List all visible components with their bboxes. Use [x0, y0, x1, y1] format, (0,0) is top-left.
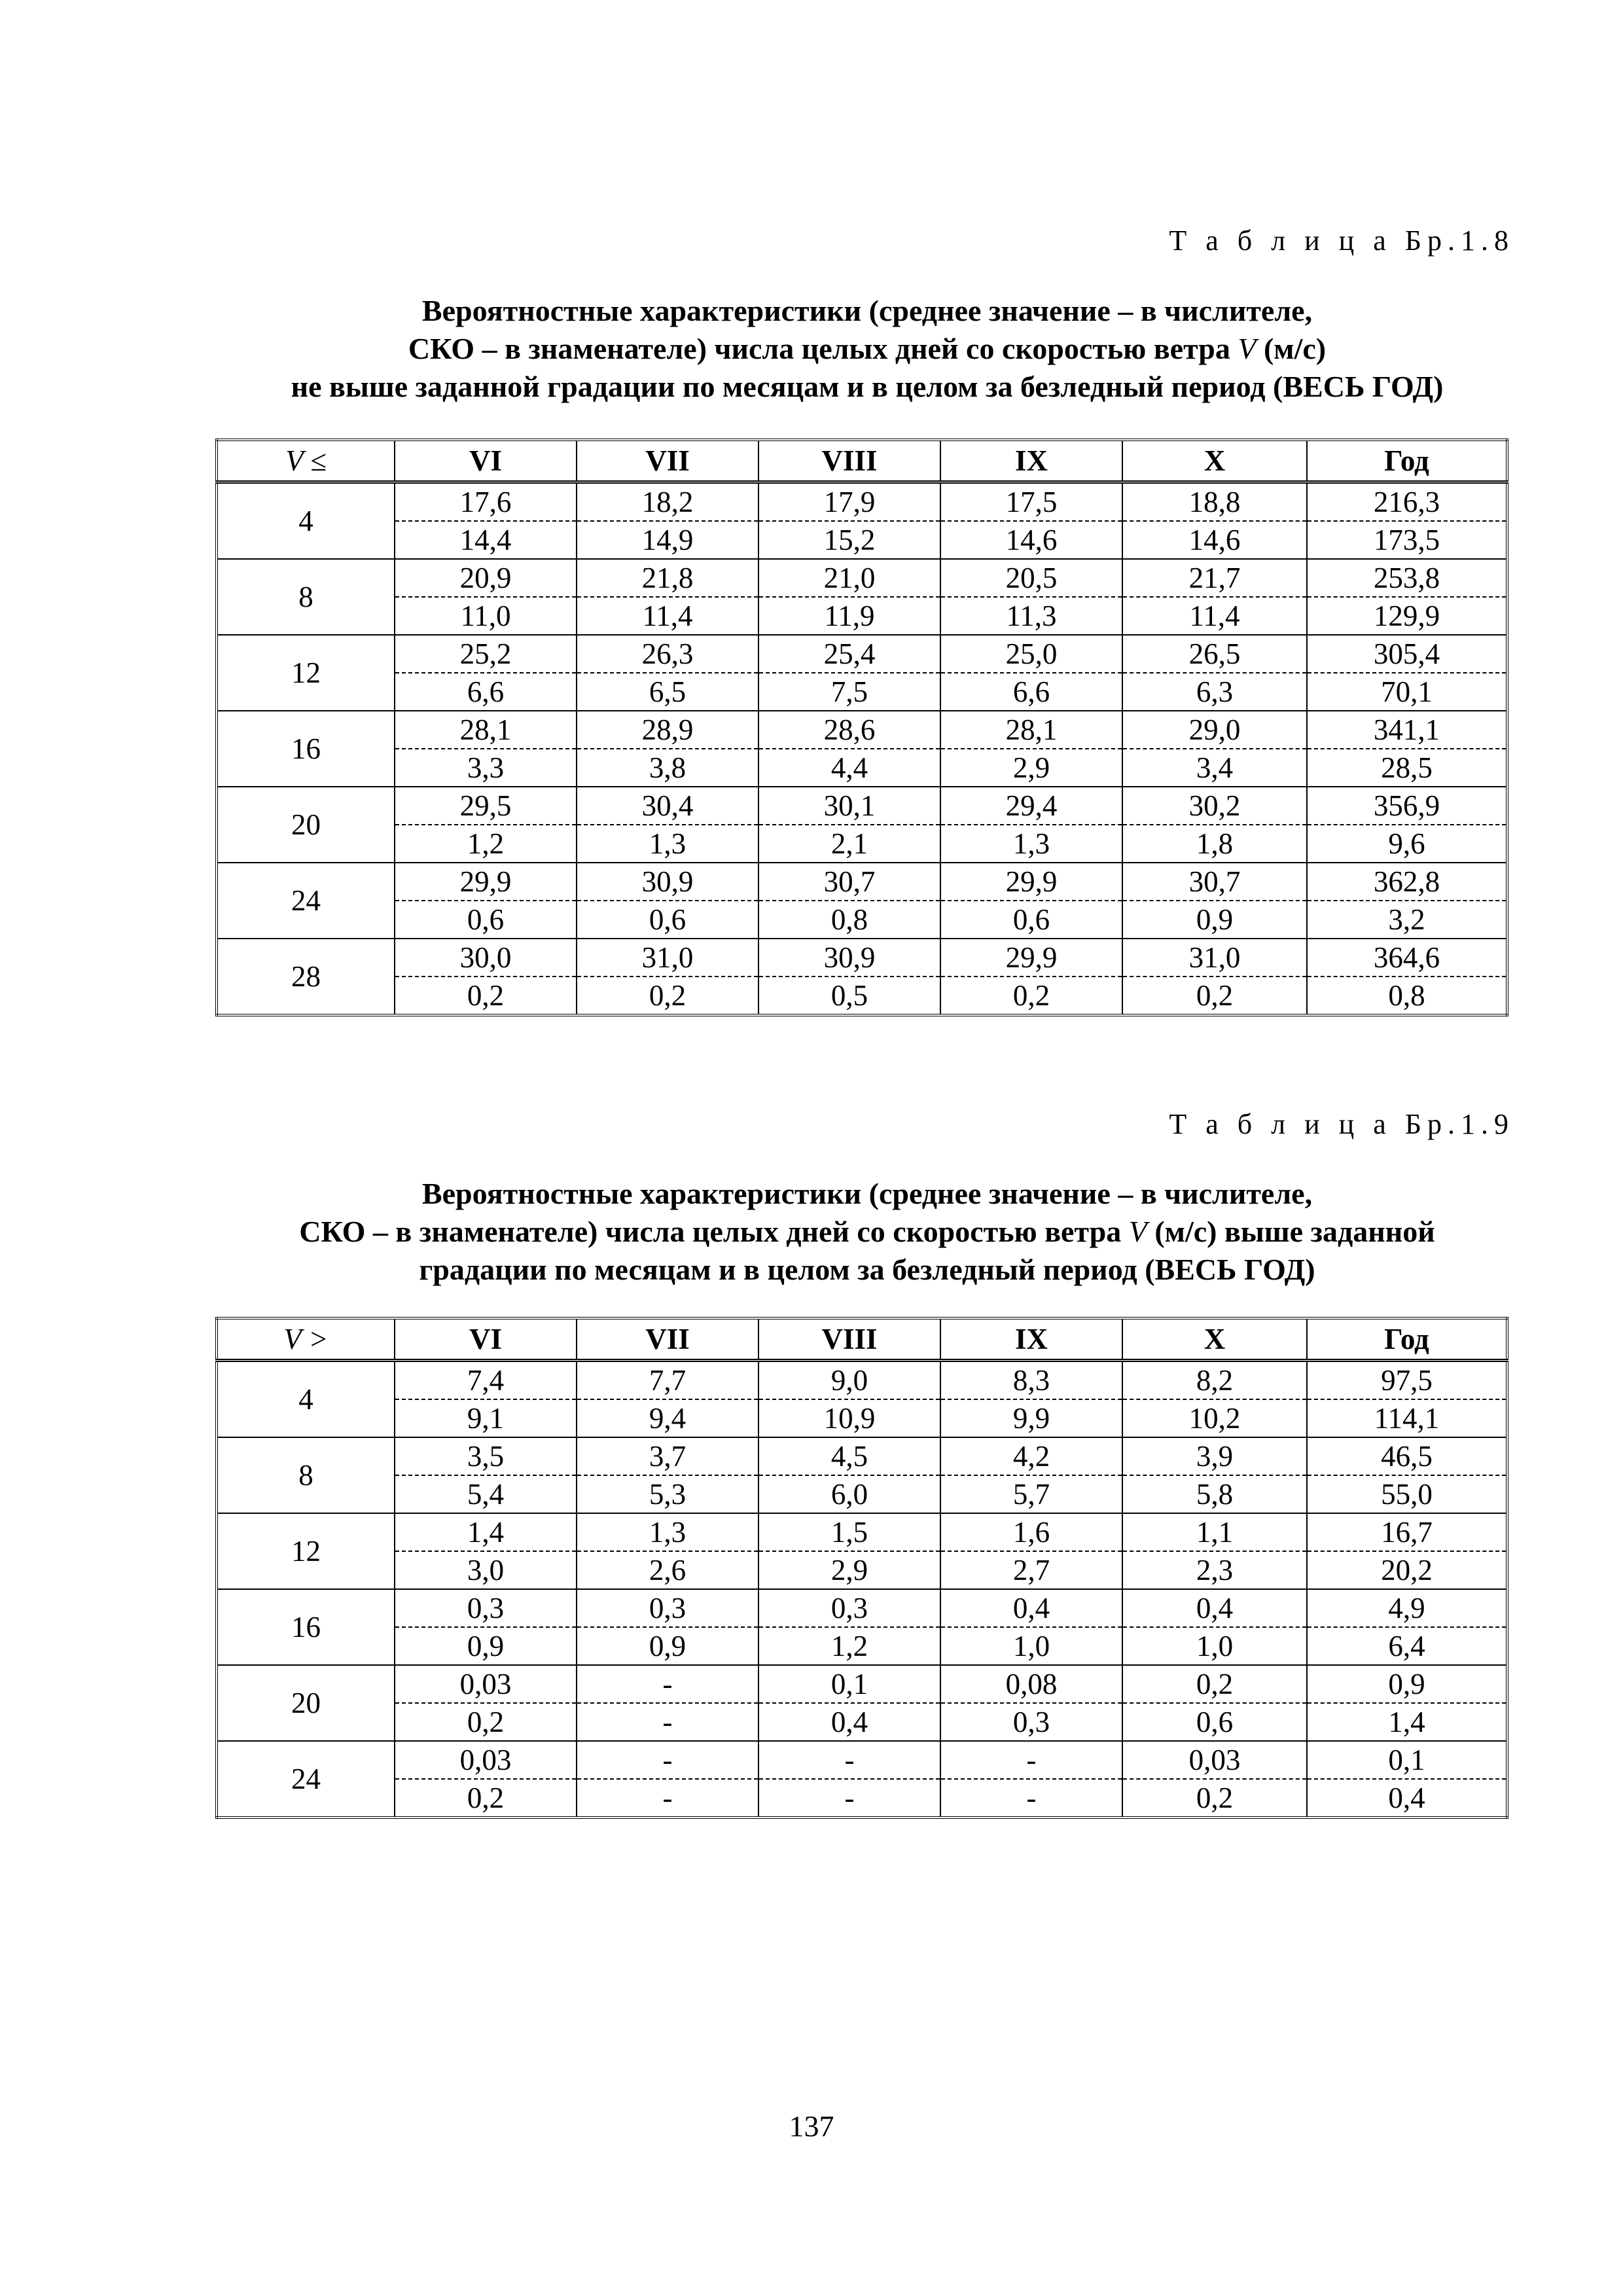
header-cell: X	[1122, 1318, 1307, 1361]
table-row-mean	[217, 1665, 1507, 1703]
mean-value-cell: 1,5	[758, 1513, 940, 1551]
sd-value-cell: 1,3	[577, 825, 758, 863]
header-cell: Год	[1307, 1318, 1507, 1361]
sd-value-cell: 11,3	[940, 597, 1122, 635]
sd-value-cell: 0,4	[1307, 1779, 1507, 1818]
table2-caption-line3: градации по месяцам и в целом за безледный период (ВЕСЬ ГОД)	[419, 1253, 1315, 1286]
mean-value-cell: 3,9	[1122, 1437, 1307, 1475]
sd-value-cell: 10,9	[758, 1399, 940, 1437]
sd-value-cell: 1,0	[1122, 1627, 1307, 1665]
table2	[215, 1317, 1508, 1819]
v-gradation-cell: 24	[217, 1741, 395, 1818]
sd-value-cell: 28,5	[1307, 749, 1507, 787]
mean-value-cell: 25,4	[758, 635, 940, 673]
header-cell: IX	[940, 440, 1122, 482]
sd-value-cell: 4,4	[758, 749, 940, 787]
table1-label: Т а б л и ц а Бр.1.8	[1169, 224, 1514, 257]
table1-caption-var: V	[1238, 332, 1257, 365]
mean-value-cell: 0,3	[758, 1589, 940, 1627]
sd-value-cell: 0,6	[395, 901, 577, 939]
mean-value-cell: 20,5	[940, 559, 1122, 597]
mean-value-cell: 28,6	[758, 711, 940, 749]
sd-value-cell: 2,3	[1122, 1551, 1307, 1589]
sd-value-cell: 0,6	[1122, 1703, 1307, 1741]
mean-value-cell: 4,5	[758, 1437, 940, 1475]
mean-value-cell: 20,9	[395, 559, 577, 597]
table2-caption-line2	[216, 1213, 1518, 1251]
table2-label: Т а б л и ц а Бр.1.9	[1169, 1108, 1514, 1140]
sd-value-cell: 0,2	[395, 1779, 577, 1818]
table-row-sd	[217, 825, 1507, 863]
sd-value-cell: 1,2	[395, 825, 577, 863]
sd-value-cell: 11,4	[1122, 597, 1307, 635]
mean-value-cell: 362,8	[1307, 863, 1507, 901]
mean-value-cell: 1,3	[577, 1513, 758, 1551]
sd-value-cell: 3,0	[395, 1551, 577, 1589]
sd-value-cell: 20,2	[1307, 1551, 1507, 1589]
mean-value-cell: 30,9	[577, 863, 758, 901]
sd-value-cell: 9,1	[395, 1399, 577, 1437]
mean-value-cell: 29,0	[1122, 711, 1307, 749]
mean-value-cell: 46,5	[1307, 1437, 1507, 1475]
mean-value-cell: 9,0	[758, 1361, 940, 1400]
mean-value-cell: 29,5	[395, 787, 577, 825]
sd-value-cell: 1,2	[758, 1627, 940, 1665]
sd-value-cell: 6,0	[758, 1475, 940, 1513]
mean-value-cell: 26,5	[1122, 635, 1307, 673]
mean-value-cell: 364,6	[1307, 939, 1507, 977]
mean-value-cell: 21,7	[1122, 559, 1307, 597]
sd-value-cell: 0,9	[1122, 901, 1307, 939]
table1-caption	[216, 292, 1518, 406]
table1-caption-line2	[216, 330, 1518, 368]
mean-value-cell: 0,4	[1122, 1589, 1307, 1627]
sd-value-cell: 11,4	[577, 597, 758, 635]
sd-value-cell: 5,3	[577, 1475, 758, 1513]
mean-value-cell: 30,7	[758, 863, 940, 901]
page-number: 137	[789, 2109, 834, 2143]
sd-value-cell: 2,7	[940, 1551, 1122, 1589]
mean-value-cell: 8,3	[940, 1361, 1122, 1400]
header-cell: Год	[1307, 440, 1507, 482]
table-row-mean	[217, 482, 1507, 522]
sd-value-cell: 14,9	[577, 521, 758, 559]
mean-value-cell: 30,2	[1122, 787, 1307, 825]
table2-caption-line2a: СКО – в знаменателе) числа целых дней со скоростью ветра	[299, 1215, 1129, 1248]
mean-value-cell: 30,0	[395, 939, 577, 977]
v-gradation-cell: 24	[217, 863, 395, 939]
sd-value-cell: 6,4	[1307, 1627, 1507, 1665]
mean-value-cell: 0,03	[395, 1665, 577, 1703]
mean-value-cell: 0,03	[1122, 1741, 1307, 1779]
mean-value-cell: 16,7	[1307, 1513, 1507, 1551]
v-gradation-cell: 20	[217, 1665, 395, 1741]
table-row-mean	[217, 863, 1507, 901]
sd-value-cell: 15,2	[758, 521, 940, 559]
table-row-sd	[217, 1551, 1507, 1589]
mean-value-cell: 3,5	[395, 1437, 577, 1475]
table1-caption-line2a: СКО – в знаменателе) числа целых дней со скоростью ветра	[408, 332, 1238, 365]
sd-value-cell: 1,4	[1307, 1703, 1507, 1741]
mean-value-cell: 31,0	[1122, 939, 1307, 977]
table-row-sd	[217, 1475, 1507, 1513]
sd-value-cell: 0,8	[758, 901, 940, 939]
sd-value-cell: 5,4	[395, 1475, 577, 1513]
sd-value-cell: 11,9	[758, 597, 940, 635]
mean-value-cell: 4,2	[940, 1437, 1122, 1475]
sd-value-cell: 2,6	[577, 1551, 758, 1589]
table-row-mean	[217, 1589, 1507, 1627]
sd-value-cell: 173,5	[1307, 521, 1507, 559]
sd-value-cell: 0,2	[1122, 977, 1307, 1015]
sd-value-cell: 1,0	[940, 1627, 1122, 1665]
sd-value-cell: 129,9	[1307, 597, 1507, 635]
mean-value-cell: 25,2	[395, 635, 577, 673]
v-gradation-cell: 4	[217, 1361, 395, 1438]
sd-value-cell: 7,5	[758, 673, 940, 711]
mean-value-cell: 29,4	[940, 787, 1122, 825]
mean-value-cell: 17,9	[758, 482, 940, 522]
table-row-sd	[217, 673, 1507, 711]
mean-value-cell: 28,1	[940, 711, 1122, 749]
sd-value-cell: -	[758, 1779, 940, 1818]
mean-value-cell: 18,2	[577, 482, 758, 522]
table-row-sd	[217, 977, 1507, 1015]
table2-header-row	[217, 1318, 1507, 1361]
header-cell: VIII	[758, 1318, 940, 1361]
mean-value-cell: 7,4	[395, 1361, 577, 1400]
sd-value-cell: 0,2	[577, 977, 758, 1015]
mean-value-cell: 8,2	[1122, 1361, 1307, 1400]
sd-value-cell: 0,9	[577, 1627, 758, 1665]
sd-value-cell: -	[577, 1703, 758, 1741]
sd-value-cell: 70,1	[1307, 673, 1507, 711]
header-cell: VI	[395, 1318, 577, 1361]
mean-value-cell: 21,8	[577, 559, 758, 597]
sd-value-cell: 0,2	[395, 977, 577, 1015]
table1	[215, 439, 1508, 1016]
table-row-sd	[217, 1399, 1507, 1437]
sd-value-cell: 2,9	[940, 749, 1122, 787]
sd-value-cell: 6,6	[940, 673, 1122, 711]
sd-value-cell: 2,9	[758, 1551, 940, 1589]
header-v-cell: V >	[217, 1318, 395, 1361]
mean-value-cell: 1,1	[1122, 1513, 1307, 1551]
mean-value-cell: -	[940, 1741, 1122, 1779]
mean-value-cell: 29,9	[395, 863, 577, 901]
sd-value-cell: 6,3	[1122, 673, 1307, 711]
sd-value-cell: 10,2	[1122, 1399, 1307, 1437]
mean-value-cell: 17,6	[395, 482, 577, 522]
mean-value-cell: 341,1	[1307, 711, 1507, 749]
table1-caption-line1: Вероятностные характеристики (среднее значение – в числителе,	[421, 294, 1313, 327]
sd-value-cell: 1,3	[940, 825, 1122, 863]
mean-value-cell: -	[758, 1741, 940, 1779]
mean-value-cell: 30,9	[758, 939, 940, 977]
mean-value-cell: 1,6	[940, 1513, 1122, 1551]
table-row-mean	[217, 1513, 1507, 1551]
mean-value-cell: 21,0	[758, 559, 940, 597]
mean-value-cell: 216,3	[1307, 482, 1507, 522]
sd-value-cell: 3,2	[1307, 901, 1507, 939]
table2-caption	[216, 1175, 1518, 1289]
table-row-sd	[217, 1627, 1507, 1665]
v-gradation-cell: 4	[217, 482, 395, 560]
v-gradation-cell: 8	[217, 559, 395, 635]
header-cell: X	[1122, 440, 1307, 482]
sd-value-cell: 14,4	[395, 521, 577, 559]
table1-caption-line3: не выше заданной градации по месяцам и в целом за безледный период (ВЕСЬ ГОД)	[291, 370, 1444, 403]
table-row-mean	[217, 635, 1507, 673]
header-cell: VI	[395, 440, 577, 482]
mean-value-cell: 253,8	[1307, 559, 1507, 597]
mean-value-cell: 18,8	[1122, 482, 1307, 522]
sd-value-cell: 0,3	[940, 1703, 1122, 1741]
v-gradation-cell: 16	[217, 711, 395, 787]
table-row-sd	[217, 1703, 1507, 1741]
sd-value-cell: 11,0	[395, 597, 577, 635]
sd-value-cell: 0,8	[1307, 977, 1507, 1015]
sd-value-cell: 5,7	[940, 1475, 1122, 1513]
sd-value-cell: 3,8	[577, 749, 758, 787]
mean-value-cell: 30,7	[1122, 863, 1307, 901]
mean-value-cell: 7,7	[577, 1361, 758, 1400]
header-v-cell: V ≤	[217, 440, 395, 482]
sd-value-cell: 6,5	[577, 673, 758, 711]
table-row-sd	[217, 597, 1507, 635]
mean-value-cell: 28,1	[395, 711, 577, 749]
table-row-sd	[217, 521, 1507, 559]
mean-value-cell: 305,4	[1307, 635, 1507, 673]
sd-value-cell: 9,9	[940, 1399, 1122, 1437]
sd-value-cell: 5,8	[1122, 1475, 1307, 1513]
sd-value-cell: 9,6	[1307, 825, 1507, 863]
mean-value-cell: 0,9	[1307, 1665, 1507, 1703]
table1-header-row	[217, 440, 1507, 482]
mean-value-cell: 26,3	[577, 635, 758, 673]
table-row-mean	[217, 1741, 1507, 1779]
table2-caption-line1: Вероятностные характеристики (среднее значение – в числителе,	[421, 1177, 1313, 1210]
mean-value-cell: 28,9	[577, 711, 758, 749]
sd-value-cell: 0,6	[577, 901, 758, 939]
sd-value-cell: 2,1	[758, 825, 940, 863]
mean-value-cell: 0,08	[940, 1665, 1122, 1703]
sd-value-cell: 0,4	[758, 1703, 940, 1741]
header-cell: VII	[577, 1318, 758, 1361]
sd-value-cell: 0,2	[940, 977, 1122, 1015]
mean-value-cell: 4,9	[1307, 1589, 1507, 1627]
mean-value-cell: 356,9	[1307, 787, 1507, 825]
mean-value-cell: 0,3	[577, 1589, 758, 1627]
header-cell: VII	[577, 440, 758, 482]
sd-value-cell: 3,4	[1122, 749, 1307, 787]
mean-value-cell: 29,9	[940, 939, 1122, 977]
table-row-mean	[217, 711, 1507, 749]
mean-value-cell: 97,5	[1307, 1361, 1507, 1400]
v-gradation-cell: 12	[217, 1513, 395, 1589]
mean-value-cell: -	[577, 1665, 758, 1703]
sd-value-cell: 3,3	[395, 749, 577, 787]
sd-value-cell: 0,2	[1122, 1779, 1307, 1818]
mean-value-cell: 0,4	[940, 1589, 1122, 1627]
v-gradation-cell: 20	[217, 787, 395, 863]
sd-value-cell: 55,0	[1307, 1475, 1507, 1513]
mean-value-cell: 30,4	[577, 787, 758, 825]
mean-value-cell: 1,4	[395, 1513, 577, 1551]
table-row-sd	[217, 901, 1507, 939]
table1-caption-line2b: (м/с)	[1256, 332, 1327, 365]
v-gradation-cell: 12	[217, 635, 395, 711]
mean-value-cell: -	[577, 1741, 758, 1779]
table-row-sd	[217, 749, 1507, 787]
sd-value-cell: 14,6	[940, 521, 1122, 559]
v-gradation-cell: 8	[217, 1437, 395, 1513]
mean-value-cell: 25,0	[940, 635, 1122, 673]
table-row-mean	[217, 559, 1507, 597]
table-row-mean	[217, 939, 1507, 977]
sd-value-cell: 9,4	[577, 1399, 758, 1437]
mean-value-cell: 30,1	[758, 787, 940, 825]
sd-value-cell: 114,1	[1307, 1399, 1507, 1437]
v-gradation-cell: 28	[217, 939, 395, 1015]
table2-caption-var: V	[1128, 1215, 1147, 1248]
sd-value-cell: -	[940, 1779, 1122, 1818]
header-cell: IX	[940, 1318, 1122, 1361]
sd-value-cell: 14,6	[1122, 521, 1307, 559]
table-row-mean	[217, 1361, 1507, 1400]
sd-value-cell: 0,9	[395, 1627, 577, 1665]
mean-value-cell: 0,3	[395, 1589, 577, 1627]
mean-value-cell: 31,0	[577, 939, 758, 977]
table-row-mean	[217, 1437, 1507, 1475]
sd-value-cell: -	[577, 1779, 758, 1818]
sd-value-cell: 1,8	[1122, 825, 1307, 863]
mean-value-cell: 0,2	[1122, 1665, 1307, 1703]
sd-value-cell: 0,5	[758, 977, 940, 1015]
header-cell: VIII	[758, 440, 940, 482]
mean-value-cell: 0,1	[758, 1665, 940, 1703]
table-row-mean	[217, 787, 1507, 825]
sd-value-cell: 0,2	[395, 1703, 577, 1741]
v-gradation-cell: 16	[217, 1589, 395, 1665]
sd-value-cell: 0,6	[940, 901, 1122, 939]
table-row-sd	[217, 1779, 1507, 1818]
mean-value-cell: 17,5	[940, 482, 1122, 522]
mean-value-cell: 3,7	[577, 1437, 758, 1475]
table2-caption-line2b: (м/с) выше заданной	[1147, 1215, 1435, 1248]
mean-value-cell: 0,03	[395, 1741, 577, 1779]
mean-value-cell: 0,1	[1307, 1741, 1507, 1779]
sd-value-cell: 6,6	[395, 673, 577, 711]
mean-value-cell: 29,9	[940, 863, 1122, 901]
